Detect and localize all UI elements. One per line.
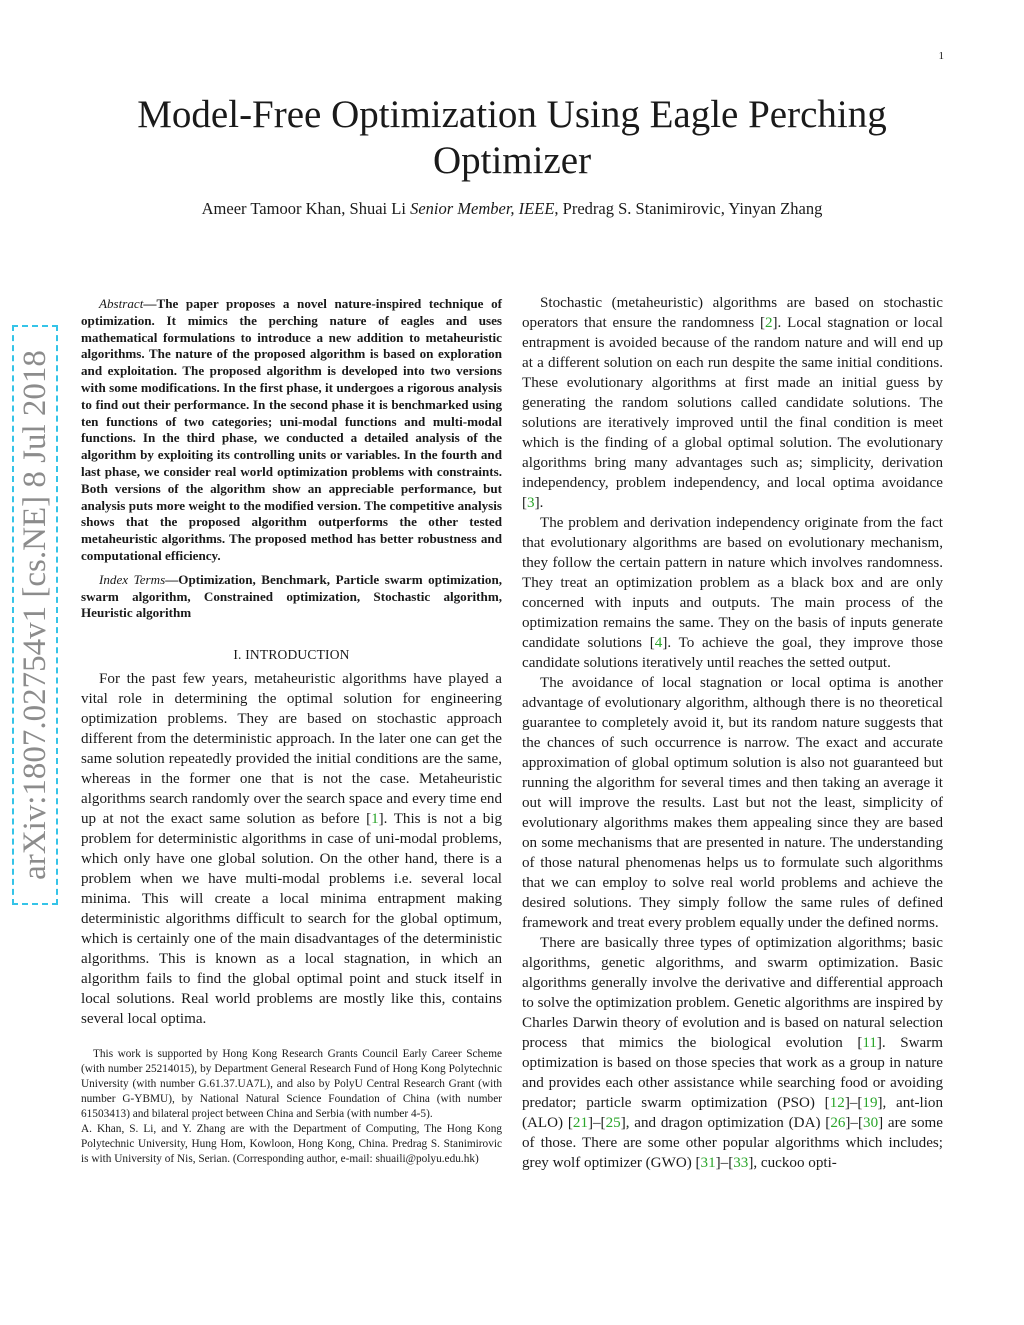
paragraph-text: ]–[: [844, 1095, 863, 1111]
body-paragraph-local-optima: The avoidance of local stagnation or local optima is another advantage of evolutionary algorithm, although there is no theoretical guarantee to completely avoid it, but its random nature suggests that the chances of such occurrence is narrow. The exact and accurate approximation of global optimum solution is also not guaranteed but running the algorithm for several times and then taking an average it out will improve the results. Last but not the least, simplicity of evolutionary algorithms makes them appealing since they are based on some mechanisms that are presented in nature. The understanding of those natural phenomenas helps us to formulate such algorithms that we can employ to solve real world problems and achieve the desired solutions. They simply follow the same rules of defined framework and treat every problem equally under the defined norms.: [522, 675, 943, 931]
paragraph-text: ]–[: [587, 1115, 606, 1131]
footnote: [81, 1047, 502, 1167]
footnote-support: This work is supported by Hong Kong Research Grants Council Early Career Scheme (with number 25214015), by Department General Research Fund of Hong Kong Polytechnic University (with number G.61.37.UA7L), and also by PolyU Central Research Grant (with number G-YBMU), by National Natural Science Foundation of China (with number 61503413) and bilateral project between China and Serbia (with number 4-5).: [81, 1048, 502, 1121]
paragraph-text: ], ant-lion (ALO) [: [522, 1095, 943, 1131]
index-terms-label: Index Terms: [99, 571, 166, 587]
section-title-initial: I: [245, 647, 250, 663]
paragraph-text: ]–[: [715, 1155, 734, 1171]
intro-paragraph: [81, 669, 502, 1029]
body-paragraph-algorithm-types: [522, 933, 943, 1173]
citation-link[interactable]: 30: [863, 1115, 879, 1131]
citation-link[interactable]: 26: [830, 1115, 846, 1131]
body-paragraph-independency: [522, 513, 943, 673]
index-terms: [81, 572, 502, 622]
citation-link[interactable]: 12: [829, 1095, 845, 1111]
paragraph-text: The problem and derivation independency originate from the fact that evolutionary algorithms are based on evolutionary mechanism, they follow the certain pattern in nature which involves randomness. They treat an optimization problem as a black box and are only concerned with inputs and outputs. The main process of the optimization remains the same. They on the basis of inputs generate candidate solutions [: [522, 515, 943, 651]
right-column: [522, 293, 943, 1173]
paper-title: Model-Free Optimization Using Eagle Perching Optimizer: [137, 93, 887, 182]
paragraph-text: ]. This is not a big problem for deterministic algorithms in case of uni-modal problems, which only have one global solution. On the other hand, there is a problem when we have multi-modal problems i.e. several local minima. This will create a local minima entrapment making deterministic algorithms difficult to search for the global optimum, which is certainly one of the main disadvantages of the deterministic algorithms. This is known as a local stagnation, in which an algorithm fails to find the global optimal point and stuck itself in local solutions. Real world problems are mostly like this, contains several local optima.: [81, 811, 502, 1028]
arxiv-identifier-stamp[interactable]: arXiv:1807.02754v1 [cs.NE] 8 Jul 2018: [12, 325, 58, 905]
citation-link[interactable]: 4: [654, 635, 663, 651]
paragraph-text: For the past few years, metaheuristic algorithms have played a vital role in determining the optimal solution for engineering optimization problems. They are based on stochastic approach different from the deterministic approach. In the later one can get the same solution repeatedly provided the initial conditions are the same, whereas in the former one that is not the case. Metaheuristic algorithms search randomly over the search space and every time end up at not the exact same solution as before [: [81, 671, 502, 828]
author-list: [80, 198, 944, 220]
citation-link[interactable]: 25: [605, 1115, 621, 1131]
section-title-rest: NTRODUCTION: [249, 647, 350, 663]
citation-link[interactable]: 2: [764, 315, 773, 331]
abstract: [81, 296, 502, 565]
left-column: [81, 296, 502, 1167]
index-terms-text: —Optimization, Benchmark, Particle swarm optimization, swarm algorithm, Constrained optimization, Stochastic algorithm, Heuristic algorithm: [81, 571, 503, 621]
paragraph-text: ], cuckoo opti-: [748, 1155, 837, 1171]
abstract-text: —The paper proposes a novel nature-inspired technique of optimization. It mimics the perching nature of eagles and uses mathematical formulations to introduce a new addition to metaheuristic algorithms. The nature of the proposed algorithm is based on exploration and exploitation. The proposed algorithm is developed into two versions with some modifications. In the first phase, it undergoes a rigorous analysis to find out their performance. In the second phase it is benchmarked using ten functions of two categories; uni-modal functions and multi-modal functions. In the third phase, we conducted a detailed analysis of the algorithm by exploiting its controlling units or variables. In the fourth and last phase, we consider real world optimization problems with constraints. Both versions of the algorithm show an appreciable performance, but analysis puts more weight to the modified version. The competitive analysis shows that the proposed algorithm outperforms the other tested metaheuristic algorithms. The proposed method has better robustness and computational efficiency.: [81, 296, 502, 563]
section-number: I.: [233, 647, 246, 663]
citation-link[interactable]: 33: [733, 1155, 749, 1171]
page-number: 1: [938, 50, 944, 62]
paragraph-text: ].: [534, 495, 544, 511]
paragraph-text: ]. Local stagnation or local entrapment is avoided because of the random nature and will end up at a different solution on each run despite the same initial conditions. These evolutionary algorithms at first made an initial guess by generating the random solutions called candidate solutions. The solutions are iteratively improved until the final condition is meet which is the finding of a global optimal solution. The evolutionary algorithms bring many advantages such as; simplicity, derivation independency, problem independency, and local optima avoidance [: [522, 315, 943, 511]
author-names-first: Ameer Tamoor Khan, Shuai Li: [201, 199, 411, 218]
body-paragraph-stochastic: [522, 293, 943, 513]
paragraph-text: ]. To achieve the goal, they improve those candidate solutions iteratively until reaches the setted output.: [522, 635, 943, 671]
section-heading-introduction: [81, 647, 502, 663]
citation-link[interactable]: 11: [862, 1035, 877, 1051]
paragraph-text: ]–[: [845, 1115, 864, 1131]
citation-link[interactable]: 1: [371, 811, 379, 828]
paragraph-text: ] are some of those. There are some other popular algorithms which includes; grey wolf optimizer (GWO) [: [522, 1115, 943, 1171]
author-membership: Senior Member, IEEE: [410, 199, 555, 218]
citation-link[interactable]: 21: [572, 1115, 588, 1131]
citation-link[interactable]: 31: [700, 1155, 716, 1171]
paragraph-text: There are basically three types of optimization algorithms; basic algorithms, genetic algorithms, and swarm optimization. Basic algorithms generally involve the derivative and differential approach to solve the optimization problem. Genetic algorithms are inspired by Charles Darwin theory of evolution and is based on natural selection process that mimics the biological evolution [: [522, 935, 943, 1051]
author-names-rest: , Predrag S. Stanimirovic, Yinyan Zhang: [554, 199, 823, 218]
footnote-affiliations: A. Khan, S. Li, and Y. Zhang are with the Department of Computing, The Hong Kong Polytechnic University, Hung Hom, Kowloon, Hong Kong, China. Predrag S. Stanimirovic is with University of Nis, Serian. (Corresponding author, e-mail: shuaili@polyu.edu.hk): [81, 1123, 502, 1166]
citation-link[interactable]: 3: [527, 495, 535, 511]
citation-link[interactable]: 19: [862, 1095, 878, 1111]
paragraph-text: ]. Swarm optimization is based on those species that work as a group in nature and provides each other assistance while searching food or avoiding predator; particle swarm optimization (PSO) [: [522, 1035, 943, 1111]
paragraph-text: Stochastic (metaheuristic) algorithms are based on stochastic operators that ensure the randomness [: [522, 295, 943, 331]
abstract-label: Abstract: [99, 296, 144, 311]
paragraph-text: ], and dragon optimization (DA) [: [620, 1115, 831, 1131]
